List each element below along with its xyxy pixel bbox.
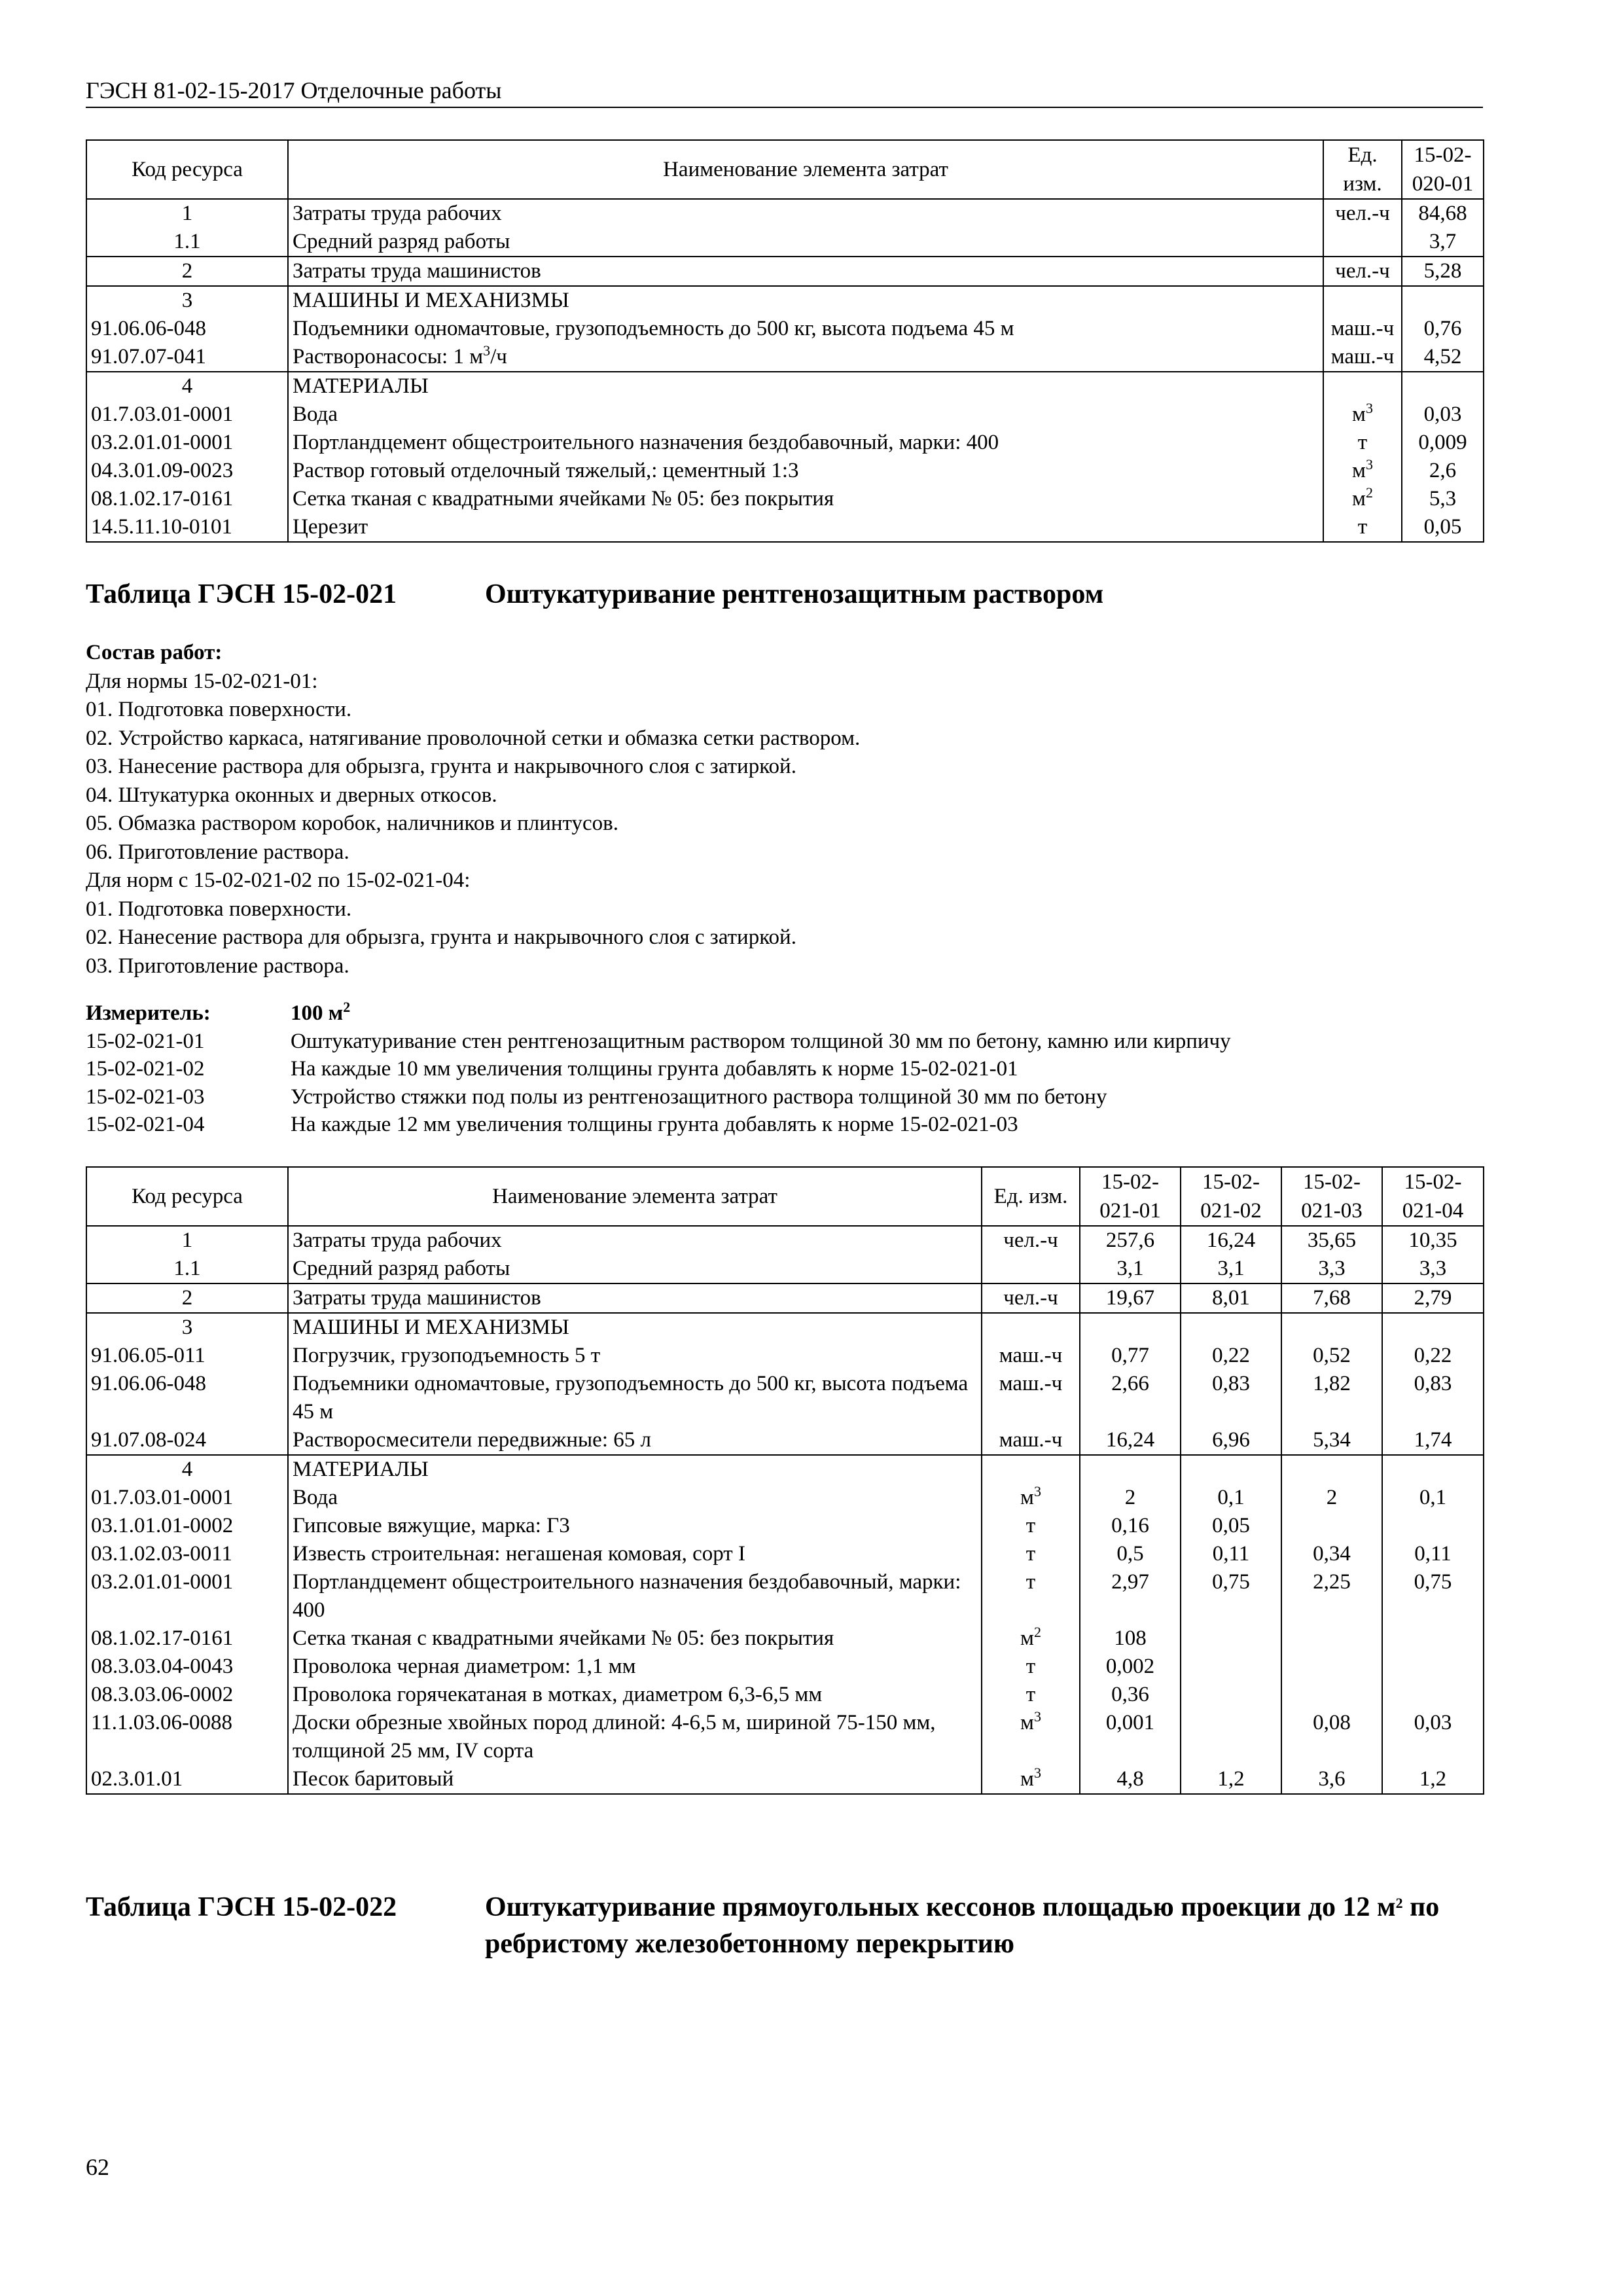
composition-list bbox=[86, 668, 1483, 981]
composition-item: 01. Подготовка поверхности. bbox=[86, 698, 352, 721]
resource-code: 1.1 bbox=[86, 228, 288, 257]
norm-value bbox=[1181, 1624, 1281, 1653]
norm-value: 0,22 bbox=[1382, 1342, 1484, 1370]
resource-code: 91.07.07-041 bbox=[86, 343, 288, 372]
header-norm: 15-02-021-03 bbox=[1281, 1167, 1382, 1226]
table-row bbox=[86, 457, 1484, 485]
table-row bbox=[86, 401, 1484, 429]
norm-description: На каждые 12 мм увеличения толщины грунта добавлять к норме 15-02-021-03 bbox=[291, 1113, 1018, 1136]
table-row bbox=[86, 257, 1484, 286]
composition-item: 02. Устройство каркаса, натягивание проволочной сетки и обмазка сетки раствором. bbox=[86, 726, 861, 750]
norm-code: 15-02-021-04 bbox=[86, 1113, 205, 1136]
resource-unit bbox=[1323, 228, 1402, 257]
norm-value: 2,6 bbox=[1402, 457, 1484, 485]
table-row bbox=[86, 1255, 1484, 1283]
resource-unit: т bbox=[982, 1681, 1080, 1709]
resource-name: Затраты труда машинистов bbox=[288, 1283, 982, 1313]
table-row bbox=[86, 513, 1484, 542]
table-row bbox=[86, 485, 1484, 513]
resource-unit: чел.-ч bbox=[982, 1283, 1080, 1313]
resource-unit: маш.-ч bbox=[1323, 315, 1402, 343]
norm-value bbox=[1181, 1653, 1281, 1681]
norm-item bbox=[86, 1111, 1483, 1139]
norm-value bbox=[1382, 1624, 1484, 1653]
norm-value bbox=[1402, 286, 1484, 315]
resource-code: 08.1.02.17-0161 bbox=[86, 485, 288, 513]
resource-name: Погрузчик, грузоподъемность 5 т bbox=[288, 1342, 982, 1370]
table-row bbox=[86, 1426, 1484, 1455]
norm-value: 0,34 bbox=[1281, 1540, 1382, 1568]
norm-value: 0,83 bbox=[1382, 1370, 1484, 1426]
norm-value: 0,009 bbox=[1402, 429, 1484, 457]
table-row bbox=[86, 1653, 1484, 1681]
norm-value: 3,6 bbox=[1281, 1765, 1382, 1794]
resource-unit: маш.-ч bbox=[1323, 343, 1402, 372]
resource-code: 91.07.08-024 bbox=[86, 1426, 288, 1455]
norm-value: 0,001 bbox=[1080, 1709, 1181, 1765]
table-header-row bbox=[86, 1167, 1484, 1226]
resource-unit bbox=[982, 1455, 1080, 1484]
resource-name: Вода bbox=[288, 401, 1323, 429]
norm-value: 1,82 bbox=[1281, 1370, 1382, 1426]
norm-value: 4,8 bbox=[1080, 1765, 1181, 1794]
norm-value bbox=[1281, 1512, 1382, 1540]
resource-code: 08.3.03.04-0043 bbox=[86, 1653, 288, 1681]
resource-name: Сетка тканая с квадратными ячейками № 05: без покрытия bbox=[288, 1624, 982, 1653]
resource-code: 91.06.06-048 bbox=[86, 315, 288, 343]
norm-value bbox=[1080, 1455, 1181, 1484]
norm-value bbox=[1281, 1624, 1382, 1653]
norm-value: 0,11 bbox=[1181, 1540, 1281, 1568]
norm-value bbox=[1382, 1512, 1484, 1540]
header-norm: 15-02-020-01 bbox=[1402, 140, 1484, 199]
resource-code: 2 bbox=[86, 1283, 288, 1313]
norm-list bbox=[86, 1028, 1483, 1139]
resource-name: Портландцемент общестроительного назначения бездобавочный, марки: 400 bbox=[288, 429, 1323, 457]
composition-item: 06. Приготовление раствора. bbox=[86, 840, 349, 864]
resource-code: 1 bbox=[86, 199, 288, 228]
norm-value: 3,1 bbox=[1080, 1255, 1181, 1283]
norm-value: 2 bbox=[1080, 1484, 1181, 1512]
resource-unit bbox=[982, 1313, 1080, 1342]
resource-table-15-02-021 bbox=[86, 1166, 1484, 1795]
resource-unit: маш.-ч bbox=[982, 1370, 1080, 1426]
resource-name: МАТЕРИАЛЫ bbox=[288, 372, 1323, 401]
resource-code: 91.06.05-011 bbox=[86, 1342, 288, 1370]
norm-value: 16,24 bbox=[1181, 1226, 1281, 1255]
norm-value: 84,68 bbox=[1402, 199, 1484, 228]
resource-code: 08.1.02.17-0161 bbox=[86, 1624, 288, 1653]
norm-value: 7,68 bbox=[1281, 1283, 1382, 1313]
resource-name: Гипсовые вяжущие, марка: Г3 bbox=[288, 1512, 982, 1540]
table-row bbox=[86, 343, 1484, 372]
resource-name: МАТЕРИАЛЫ bbox=[288, 1455, 982, 1484]
norm-value: 5,28 bbox=[1402, 257, 1484, 286]
table-row bbox=[86, 1568, 1484, 1624]
resource-name: Подъемники одномачтовые, грузоподъемность до 500 кг, высота подъема 45 м bbox=[288, 1370, 982, 1426]
norm-value: 0,03 bbox=[1402, 401, 1484, 429]
norm-value: 2,66 bbox=[1080, 1370, 1181, 1426]
resource-code: 08.3.03.06-0002 bbox=[86, 1681, 288, 1709]
resource-code: 03.1.02.03-0011 bbox=[86, 1540, 288, 1568]
norm-value: 35,65 bbox=[1281, 1226, 1382, 1255]
resource-code: 04.3.01.09-0023 bbox=[86, 457, 288, 485]
resource-code: 3 bbox=[86, 1313, 288, 1342]
header-norm: 15-02-021-01 bbox=[1080, 1167, 1181, 1226]
norm-value: 1,74 bbox=[1382, 1426, 1484, 1455]
measure-row bbox=[86, 999, 1483, 1028]
norm-value: 0,002 bbox=[1080, 1653, 1181, 1681]
resource-code: 3 bbox=[86, 286, 288, 315]
norm-value: 0,5 bbox=[1080, 1540, 1181, 1568]
norm-value: 6,96 bbox=[1181, 1426, 1281, 1455]
norm-value bbox=[1382, 1455, 1484, 1484]
resource-name: Средний разряд работы bbox=[288, 228, 1323, 257]
norm-value bbox=[1080, 1313, 1181, 1342]
table-row bbox=[86, 1512, 1484, 1540]
table-row bbox=[86, 286, 1484, 315]
composition-item: Для норм с 15-02-021-02 по 15-02-021-04: bbox=[86, 869, 471, 892]
table-row bbox=[86, 1709, 1484, 1765]
norm-value: 0,1 bbox=[1382, 1484, 1484, 1512]
resource-unit: $м^3$ bbox=[1323, 401, 1402, 429]
resource-code: 02.3.01.01 bbox=[86, 1765, 288, 1794]
norm-value: 2,79 bbox=[1382, 1283, 1484, 1313]
composition-item: 03. Приготовление раствора. bbox=[86, 954, 349, 978]
measure-value: 100 $м^2$ bbox=[291, 999, 351, 1025]
table-row bbox=[86, 1342, 1484, 1370]
norm-value bbox=[1281, 1455, 1382, 1484]
resource-code: 03.1.01.01-0002 bbox=[86, 1512, 288, 1540]
header-norm: 15-02-021-02 bbox=[1181, 1167, 1281, 1226]
table-body bbox=[86, 1226, 1484, 1794]
resource-name: Вода bbox=[288, 1484, 982, 1512]
norm-value: 257,6 bbox=[1080, 1226, 1181, 1255]
norm-value: 19,67 bbox=[1080, 1283, 1181, 1313]
norm-value: 16,24 bbox=[1080, 1426, 1181, 1455]
norm-value: 2,25 bbox=[1281, 1568, 1382, 1624]
resource-unit: $м^3$ bbox=[982, 1484, 1080, 1512]
resource-name: Раствор готовый отделочный тяжелый,: цементный 1:3 bbox=[288, 457, 1323, 485]
norm-value bbox=[1281, 1681, 1382, 1709]
resource-code: 1 bbox=[86, 1226, 288, 1255]
table-row bbox=[86, 372, 1484, 401]
resource-unit: т bbox=[982, 1568, 1080, 1624]
resource-code: 01.7.03.01-0001 bbox=[86, 401, 288, 429]
norm-value: 0,1 bbox=[1181, 1484, 1281, 1512]
norm-value: 0,83 bbox=[1181, 1370, 1281, 1426]
resource-code: 11.1.03.06-0088 bbox=[86, 1709, 288, 1765]
resource-table-15-02-020 bbox=[86, 139, 1484, 543]
norm-value: 0,08 bbox=[1281, 1709, 1382, 1765]
resource-name: Портландцемент общестроительного назначения бездобавочный, марки: 400 bbox=[288, 1568, 982, 1624]
norm-value: 1,2 bbox=[1382, 1765, 1484, 1794]
resource-unit: чел.-ч bbox=[1323, 257, 1402, 286]
composition-item: 02. Нанесение раствора для обрызга, грунта и накрывочного слоя с затиркой. bbox=[86, 925, 796, 949]
norm-code: 15-02-021-03 bbox=[86, 1085, 205, 1109]
norm-value bbox=[1382, 1681, 1484, 1709]
table-row bbox=[86, 1624, 1484, 1653]
norm-value: 0,16 bbox=[1080, 1512, 1181, 1540]
table-row bbox=[86, 228, 1484, 257]
composition-item: 04. Штукатурка оконных и дверных откосов. bbox=[86, 783, 497, 807]
norm-value: 2,97 bbox=[1080, 1568, 1181, 1624]
norm-value bbox=[1281, 1313, 1382, 1342]
resource-unit: т bbox=[982, 1540, 1080, 1568]
resource-code: 01.7.03.01-0001 bbox=[86, 1484, 288, 1512]
table-row bbox=[86, 429, 1484, 457]
table-name: Оштукатуривание рентгенозащитным раствором bbox=[485, 579, 1104, 609]
resource-unit: чел.-ч bbox=[982, 1226, 1080, 1255]
table-row bbox=[86, 199, 1484, 228]
resource-unit: маш.-ч bbox=[982, 1342, 1080, 1370]
table-row bbox=[86, 1370, 1484, 1426]
norm-value: 0,05 bbox=[1402, 513, 1484, 542]
norm-value: 108 bbox=[1080, 1624, 1181, 1653]
norm-value bbox=[1382, 1313, 1484, 1342]
norm-code: 15-02-021-02 bbox=[86, 1057, 205, 1081]
table-body bbox=[86, 199, 1484, 542]
resource-unit bbox=[982, 1255, 1080, 1283]
table-header-row bbox=[86, 140, 1484, 199]
norm-value bbox=[1181, 1709, 1281, 1765]
norm-description: Устройство стяжки под полы из рентгенозащитного раствора толщиной 30 мм по бетону bbox=[291, 1085, 1107, 1109]
norm-value: 0,52 bbox=[1281, 1342, 1382, 1370]
norm-value: 1,2 bbox=[1181, 1765, 1281, 1794]
resource-unit: т bbox=[982, 1512, 1080, 1540]
resource-code: 03.2.01.01-0001 bbox=[86, 429, 288, 457]
resource-name: Растворосмесители передвижные: 65 л bbox=[288, 1426, 982, 1455]
norm-value: 0,22 bbox=[1181, 1342, 1281, 1370]
resource-code: 91.06.06-048 bbox=[86, 1370, 288, 1426]
resource-name: Сетка тканая с квадратными ячейками № 05: без покрытия bbox=[288, 485, 1323, 513]
resource-name: Затраты труда рабочих bbox=[288, 199, 1323, 228]
table-row bbox=[86, 1540, 1484, 1568]
norm-value: 0,05 bbox=[1181, 1512, 1281, 1540]
composition-label: Состав работ: bbox=[86, 641, 223, 664]
resource-name: Песок баритовый bbox=[288, 1765, 982, 1794]
norm-item bbox=[86, 1083, 1483, 1111]
measure-block bbox=[86, 999, 1483, 1139]
page-header: ГЭСН 81-02-15-2017 Отделочные работы bbox=[86, 75, 1483, 108]
table-name: Оштукатуривание прямоугольных кессонов площадью проекции до 12 $м^2$ по ребристому железобетонному перекрытию bbox=[485, 1892, 1440, 1959]
norm-value: 4,52 bbox=[1402, 343, 1484, 372]
header-code: Код ресурса bbox=[86, 1167, 288, 1226]
table-row bbox=[86, 1283, 1484, 1313]
norm-value: 0,75 bbox=[1181, 1568, 1281, 1624]
page-number: 62 bbox=[86, 2154, 109, 2180]
resource-unit: маш.-ч bbox=[982, 1426, 1080, 1455]
resource-code: 4 bbox=[86, 372, 288, 401]
resource-unit: т bbox=[1323, 513, 1402, 542]
resource-unit: $м^3$ bbox=[1323, 457, 1402, 485]
norm-value bbox=[1382, 1653, 1484, 1681]
norm-value: 3,7 bbox=[1402, 228, 1484, 257]
table-row bbox=[86, 315, 1484, 343]
norm-value bbox=[1402, 372, 1484, 401]
resource-name: МАШИНЫ И МЕХАНИЗМЫ bbox=[288, 286, 1323, 315]
norm-value: 2 bbox=[1281, 1484, 1382, 1512]
resource-unit bbox=[1323, 286, 1402, 315]
work-composition bbox=[86, 639, 1483, 980]
resource-name: Церезит bbox=[288, 513, 1323, 542]
resource-code: 03.2.01.01-0001 bbox=[86, 1568, 288, 1624]
composition-item: Для нормы 15-02-021-01: bbox=[86, 669, 318, 693]
norm-value: 0,11 bbox=[1382, 1540, 1484, 1568]
table-row bbox=[86, 1681, 1484, 1709]
header-name: Наименование элемента затрат bbox=[288, 1167, 982, 1226]
norm-value: 0,36 bbox=[1080, 1681, 1181, 1709]
resource-unit: $м^2$ bbox=[1323, 485, 1402, 513]
norm-value bbox=[1181, 1681, 1281, 1709]
norm-item bbox=[86, 1055, 1483, 1083]
norm-description: На каждые 10 мм увеличения толщины грунта добавлять к норме 15-02-021-01 bbox=[291, 1057, 1018, 1081]
norm-value: 3,3 bbox=[1281, 1255, 1382, 1283]
composition-item: 03. Нанесение раствора для обрызга, грунта и накрывочного слоя с затиркой. bbox=[86, 755, 796, 778]
resource-code: 1.1 bbox=[86, 1255, 288, 1283]
resource-unit: $м^3$ bbox=[982, 1709, 1080, 1765]
resource-name: Растворонасосы: 1 $м^3/ч$ bbox=[288, 343, 1323, 372]
resource-name: Затраты труда машинистов bbox=[288, 257, 1323, 286]
norm-value: 3,3 bbox=[1382, 1255, 1484, 1283]
norm-value: 0,03 bbox=[1382, 1709, 1484, 1765]
resource-unit: $м^3$ bbox=[982, 1765, 1080, 1794]
table-row bbox=[86, 1765, 1484, 1794]
norm-value: 3,1 bbox=[1181, 1255, 1281, 1283]
table-code: Таблица ГЭСН 15-02-022 bbox=[86, 1892, 397, 1922]
norm-value: 10,35 bbox=[1382, 1226, 1484, 1255]
header-norm: 15-02-021-04 bbox=[1382, 1167, 1484, 1226]
resource-name: Известь строительная: негашеная комовая, сорт I bbox=[288, 1540, 982, 1568]
resource-name: Затраты труда рабочих bbox=[288, 1226, 982, 1255]
norm-value bbox=[1181, 1313, 1281, 1342]
header-code: Код ресурса bbox=[86, 140, 288, 199]
table-row bbox=[86, 1226, 1484, 1255]
norm-value bbox=[1181, 1455, 1281, 1484]
table-row bbox=[86, 1455, 1484, 1484]
norm-value bbox=[1281, 1653, 1382, 1681]
header-unit: Ед. изм. bbox=[982, 1167, 1080, 1226]
norm-value: 0,76 bbox=[1402, 315, 1484, 343]
header-unit: Ед. изм. bbox=[1323, 140, 1402, 199]
resource-name: Подъемники одномачтовые, грузоподъемность до 500 кг, высота подъема 45 м bbox=[288, 315, 1323, 343]
norm-value: 5,3 bbox=[1402, 485, 1484, 513]
resource-name: Доски обрезные хвойных пород длиной: 4-6,5 м, шириной 75-150 мм, толщиной 25 мм, IV сорта bbox=[288, 1709, 982, 1765]
table-row bbox=[86, 1484, 1484, 1512]
norm-value: 5,34 bbox=[1281, 1426, 1382, 1455]
resource-code: 2 bbox=[86, 257, 288, 286]
resource-name: Проволока горячекатаная в мотках, диаметром 6,3-6,5 мм bbox=[288, 1681, 982, 1709]
resource-name: Проволока черная диаметром: 1,1 мм bbox=[288, 1653, 982, 1681]
norm-value: 0,75 bbox=[1382, 1568, 1484, 1624]
resource-unit: $м^2$ bbox=[982, 1624, 1080, 1653]
resource-unit: чел.-ч bbox=[1323, 199, 1402, 228]
resource-code: 14.5.11.10-0101 bbox=[86, 513, 288, 542]
resource-unit: т bbox=[982, 1653, 1080, 1681]
resource-code: 4 bbox=[86, 1455, 288, 1484]
norm-description: Оштукатуривание стен рентгенозащитным раствором толщиной 30 мм по бетону, камню или кирпичу bbox=[291, 1029, 1231, 1053]
composition-item: 05. Обмазка раствором коробок, наличников и плинтусов. bbox=[86, 812, 618, 835]
table-row bbox=[86, 1313, 1484, 1342]
resource-unit: т bbox=[1323, 429, 1402, 457]
norm-code: 15-02-021-01 bbox=[86, 1029, 205, 1053]
norm-item bbox=[86, 1028, 1483, 1056]
composition-item: 01. Подготовка поверхности. bbox=[86, 897, 352, 921]
table-code: Таблица ГЭСН 15-02-021 bbox=[86, 579, 397, 609]
norm-value: 0,77 bbox=[1080, 1342, 1181, 1370]
resource-name: Средний разряд работы bbox=[288, 1255, 982, 1283]
resource-name: МАШИНЫ И МЕХАНИЗМЫ bbox=[288, 1313, 982, 1342]
norm-value: 8,01 bbox=[1181, 1283, 1281, 1313]
resource-unit bbox=[1323, 372, 1402, 401]
measure-label: Измеритель: bbox=[86, 1001, 211, 1025]
header-name: Наименование элемента затрат bbox=[288, 140, 1323, 199]
